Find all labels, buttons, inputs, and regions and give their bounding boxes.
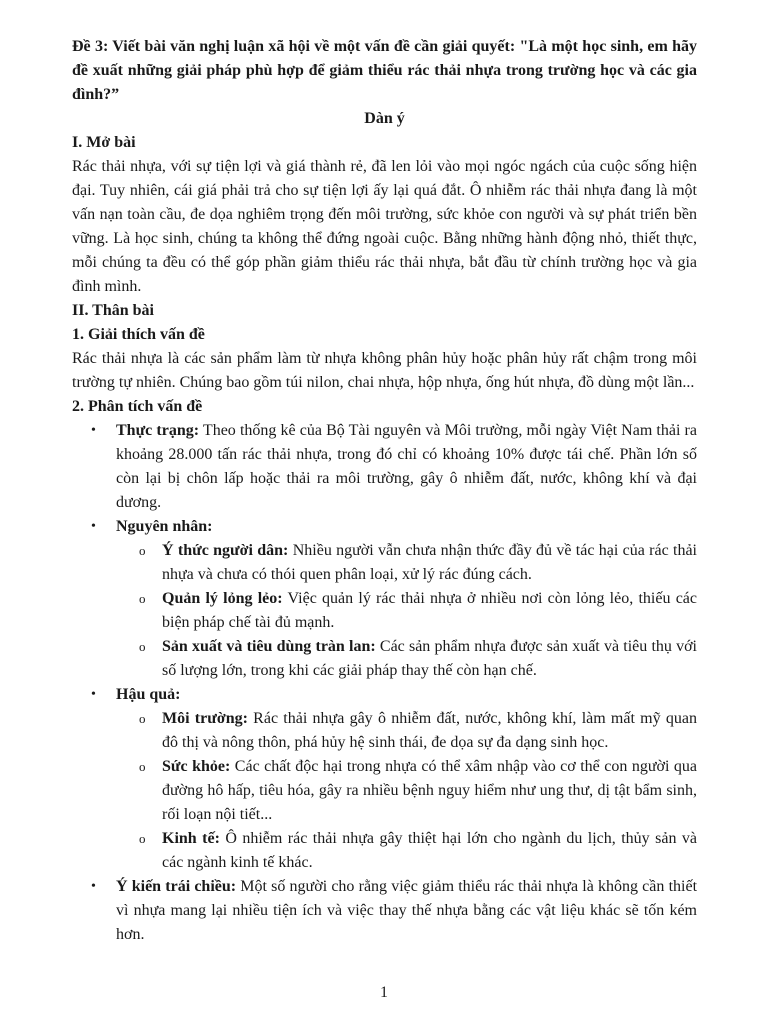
sublist-item — [116, 539, 697, 587]
intro-heading: I. Mở bài — [72, 134, 136, 151]
sublist-item — [116, 707, 697, 755]
body-heading: II. Thân bài — [72, 302, 154, 319]
bullet-icon: • — [91, 687, 96, 702]
bullet-icon: • — [91, 423, 96, 438]
sublist-item — [116, 755, 697, 827]
sublist-item — [116, 587, 697, 635]
subitem-label: Sản xuất và tiêu dùng tràn lan: — [162, 638, 376, 655]
intro-paragraph: Rác thải nhựa, với sự tiện lợi và giá thành rẻ, đã len lỏi vào mọi ngóc ngách của cuộc sống hiện đại. Tuy nhiên, cái giá phải trả cho sự tiện lợi ấy lại quá đắt. Ô nhiễm rác thải nhựa đang là một vấn nạn toàn cầu, đe dọa nghiêm trọng đến môi trường, sức khỏe con người và sự phát triển bền vững. Là học sinh, chúng ta không thể đứng ngoài cuộc. Bằng những hành động nhỏ, thiết thực, mỗi chúng ta đều có thể góp phần giảm thiểu rác thải nhựa, bắt đầu từ chính trường học và gia đình mình. — [72, 158, 697, 295]
document-page — [72, 35, 697, 947]
subitem-label: Ý thức người dân: — [162, 542, 289, 559]
subitem-text: Các chất độc hại trong nhựa có thể xâm nhập vào cơ thể con người qua đường hô hấp, tiêu hóa, gây ra nhiều bệnh nguy hiểm như ung thư, dị tật bẩm sinh, rối loạn nội tiết... — [162, 758, 697, 823]
consequences-sublist — [116, 707, 697, 875]
sublist-item — [116, 827, 697, 875]
subitem-text: Rác thải nhựa gây ô nhiễm đất, nước, không khí, làm mất mỹ quan đô thị và nông thôn, phá hủy hệ sinh thái, đe dọa sự đa dạng sinh học. — [162, 710, 697, 751]
item-label: Ý kiến trái chiều: — [116, 878, 237, 895]
subitem-label: Quản lý lỏng lẻo: — [162, 590, 283, 607]
subitem-text: Nhiều người vẫn chưa nhận thức đầy đủ về tác hại của rác thải nhựa và chưa có thói quen phân loại, xử lý rác đúng cách. — [162, 542, 697, 583]
sublist-item — [116, 635, 697, 683]
item-label: Thực trạng: — [116, 422, 200, 439]
bullet-icon: • — [91, 879, 96, 894]
sub-bullet-icon: o — [139, 759, 146, 774]
sub-bullet-icon: o — [139, 711, 146, 726]
list-item-current-state — [72, 419, 697, 515]
bullet-icon: • — [91, 519, 96, 534]
item-text: Theo thống kê của Bộ Tài nguyên và Môi trường, mỗi ngày Việt Nam thải ra khoảng 28.000 tấn rác thải nhựa, trong đó chỉ có khoảng 10% được tái chế. Phần lớn số còn lại bị chôn lấp hoặc thải ra môi trường, gây ô nhiễm đất, nước, không khí và đại dương. — [116, 422, 697, 511]
subitem-text: Ô nhiễm rác thải nhựa gây thiệt hại lớn cho ngành du lịch, thủy sản và các ngành kinh tế khác. — [162, 830, 698, 871]
subitem-text: Các sản phẩm nhựa được sản xuất và tiêu thụ với số lượng lớn, trong khi các giải pháp thay thế còn hạn chế. — [162, 638, 697, 679]
item-label: Nguyên nhân: — [116, 518, 213, 535]
section-2-heading: 2. Phân tích vấn đề — [72, 398, 203, 415]
section-1-heading: 1. Giải thích vấn đề — [72, 326, 205, 343]
subitem-label: Kinh tế: — [162, 830, 220, 847]
page-number: 1 — [380, 984, 388, 1001]
sub-bullet-icon: o — [139, 831, 146, 846]
analysis-list — [72, 419, 697, 947]
sub-bullet-icon: o — [139, 639, 146, 654]
sub-bullet-icon: o — [139, 591, 146, 606]
subitem-label: Môi trường: — [162, 710, 248, 727]
subitem-label: Sức khỏe: — [162, 758, 231, 775]
list-item-opposing-views — [72, 875, 697, 947]
item-text: Một số người cho rằng việc giảm thiểu rác thải nhựa là không cần thiết vì nhựa mang lại nhiều tiện ích và việc thay thế nhựa bằng các vật liệu khác sẽ tốn kém hơn. — [116, 878, 698, 943]
subitem-text: Việc quản lý rác thải nhựa ở nhiều nơi còn lỏng lẻo, thiếu các biện pháp chế tài đủ mạnh. — [162, 590, 697, 631]
section-1-paragraph: Rác thải nhựa là các sản phẩm làm từ nhựa không phân hủy hoặc phân hủy rất chậm trong môi trường tự nhiên. Chúng bao gồm túi nilon, chai nhựa, hộp nhựa, ống hút nhựa, đồ dùng một lần... — [72, 350, 697, 391]
assignment-title: Đề 3: Viết bài văn nghị luận xã hội về một vấn đề cần giải quyết: "Là một học sinh, em hãy đề xuất những giải pháp phù hợp để giảm thiểu rác thải nhựa trong trường học và các gia đình?” — [72, 38, 697, 103]
list-item-consequences — [72, 683, 697, 875]
item-label: Hậu quả: — [116, 686, 181, 703]
outline-heading: Dàn ý — [364, 110, 405, 127]
list-item-causes — [72, 515, 697, 683]
causes-sublist — [116, 539, 697, 683]
sub-bullet-icon: o — [139, 543, 146, 558]
